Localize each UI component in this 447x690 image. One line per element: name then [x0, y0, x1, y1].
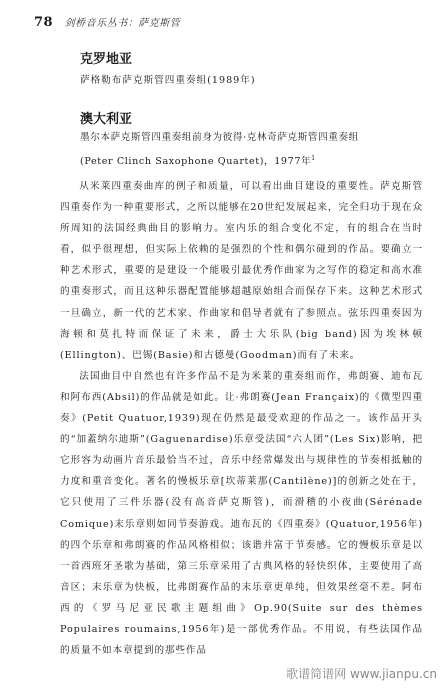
- paragraph-1: 从米莱四重奏曲库的例子和质量，可以看出曲目建设的重要性。萨克斯管四重奏作为一种重要形式，之所以能够在20世纪发展起来，完全归功于现在众所周知的法国经典曲目的影响力。室内乐的组合变化不定，有的组合在当时看，似乎很理想，但实际上依赖的是强烈的个性和偶尔碰到的作品。要确立一种艺术形式，重要的是建设一个能吸引最优秀作曲家为之写作的稳定和高水准的重奏形式，而且这种乐器配置能够超越原始组合而保存下来。这种艺术形式一旦确立，新一代的艺术家、作曲家和倡导者就有了参照点。弦乐四重奏因为海顿和莫扎特而保证了未来，爵士大乐队(big band)因为埃林顿(Ellington)、巴锡(Basie)和古德曼(Goodman)而有了未来。: [60, 181, 423, 361]
- paragraph-2: 法国曲目中自然也有许多作品不是为米莱的重奏组而作，弗朗赛、迪布瓦和阿布西(Absil)的作品就是如此。让·弗朗赛(Jean Françaix)的《微型四重奏》(Petit Quatuor,1939)现在仍然是最受欢迎的作品之一。该作品开头的“加蓋纳尔迪斯”(Gaguenardise)乐章受法国“六人团”(Les Six)影响，把它形容为动画片音乐最恰当不过，音乐中经常爆发出与规律性的节奏相抵触的力度和重音变化。著名的慢板乐章[坎蒂莱那(Cantilène)]的创新之处在于，它只使用了三件乐器(没有高音萨克斯管)，而滑稽的小夜曲(Sérénade Comique)末乐章则如同节奏游戏。迪布瓦的《四重奏》(Quatuor,1956年)的四个乐章和弗朗赛的作品风格相似；该谐并富于节奏感。它的慢板乐章是以一首西班牙圣歌为基础，第三乐章采用了古典风格的轻快织体，主要使用了高音区；末乐章为快板，比弗朗赛作品的末乐章更单纯，但效果丝毫不差。阿布西的《罗马尼亚民歌主题组曲》Op.90(Suite sur des thèmes Populaires roumains,1956年)是一部优秀作品。不用说，有些法国作品的质量不如本章提到的那些作品: [60, 370, 423, 657]
- australia-ensemble-text: [80, 127, 423, 172]
- croatia-ensemble-line: 萨格勒布萨克斯管四重奏组(1989年): [80, 75, 256, 86]
- watermark-text: 歌谱简谱网 www.jianpu.cn: [286, 667, 437, 681]
- section-heading-croatia: 克罗地亚: [80, 52, 133, 67]
- footnote-marker: 1: [311, 155, 316, 162]
- australia-line-2-text: (Peter Clinch Saxophone Quartet)，1977年: [80, 156, 312, 168]
- australia-line-1: 墨尔本萨克斯管四重奏组前身为彼得·克林奇萨克斯管四重奏组: [80, 132, 359, 143]
- australia-line-2: [80, 148, 423, 172]
- page-number: 78: [34, 15, 54, 30]
- running-header: [34, 14, 180, 30]
- body-text: [60, 176, 423, 661]
- series-title: 剑桥音乐丛书：萨克斯管: [64, 18, 181, 29]
- section-heading-australia: 澳大利亚: [80, 112, 133, 127]
